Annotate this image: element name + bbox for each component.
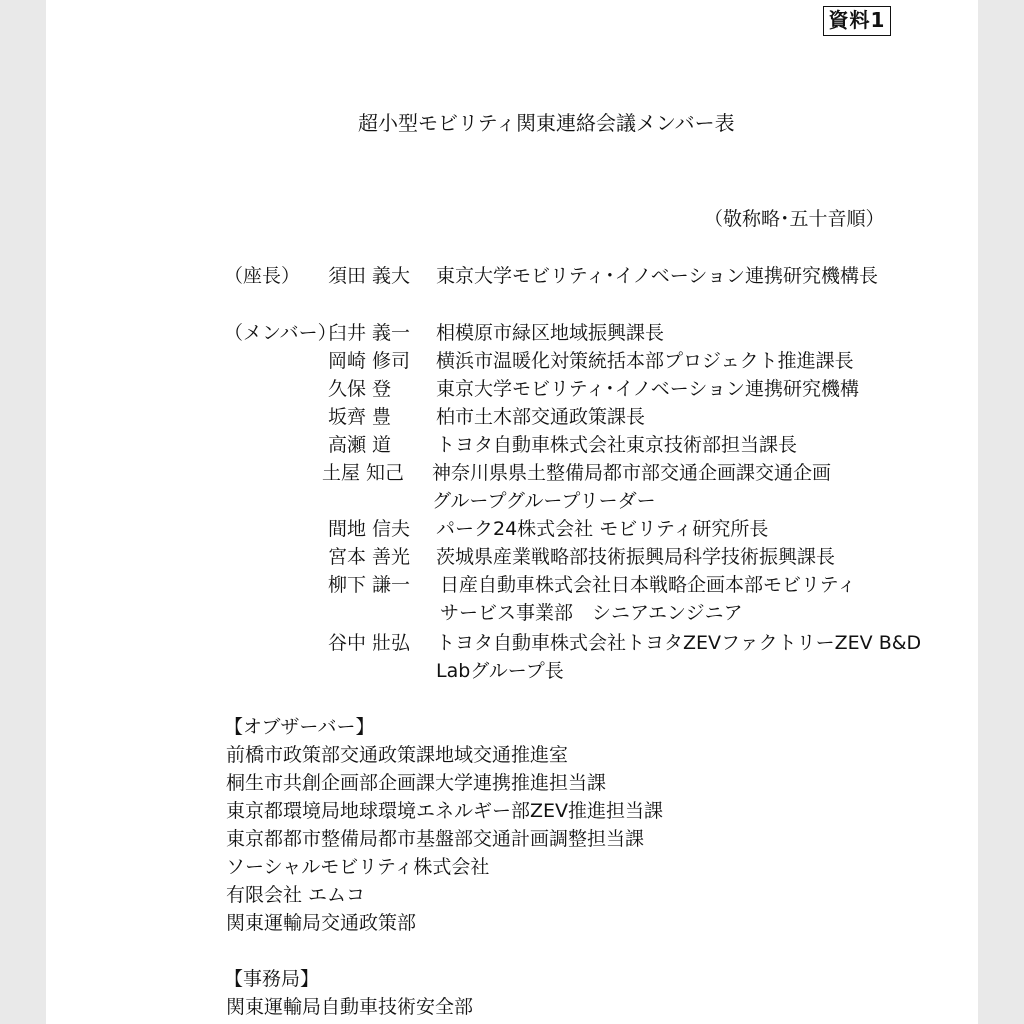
member-organization: 日産自動車株式会社日本戦略企画本部モビリティ <box>440 574 857 596</box>
observer-item: 東京都都市整備局都市基盤部交通計画調整担当課 <box>226 828 645 850</box>
chair-organization: 東京大学モビリティ･イノベーション連携研究機構長 <box>436 265 878 287</box>
document-label-box: 資料1 <box>823 6 891 36</box>
observer-item: 関東運輸局交通政策部 <box>226 912 417 934</box>
member-name: 高瀬 道 <box>328 434 392 456</box>
member-organization: 茨城県産業戦略部技術振興局科学技術振興課長 <box>436 546 836 568</box>
document-title: 超小型モビリティ関東連絡会議メンバー表 <box>358 111 735 135</box>
member-organization: トヨタ自動車株式会社東京技術部担当課長 <box>436 434 798 456</box>
observer-item: 桐生市共創企画部企画課大学連携推進担当課 <box>226 772 607 794</box>
secretariat-item: 関東運輸局自動車技術安全部 <box>226 996 474 1018</box>
document-page <box>46 0 978 1024</box>
honorific-note: （敬称略･五十音順） <box>704 208 885 230</box>
member-organization: 東京大学モビリティ･イノベーション連携研究機構 <box>436 378 859 400</box>
observer-item: 有限会社 エムコ <box>226 884 366 906</box>
member-organization: 神奈川県県土整備局都市部交通企画課交通企画 <box>432 462 832 484</box>
member-name: 岡崎 修司 <box>328 350 411 372</box>
member-name: 坂齊 豊 <box>328 406 392 428</box>
secretariat-heading: 【事務局】 <box>224 968 320 990</box>
member-organization: パーク24株式会社 モビリティ研究所長 <box>436 518 769 540</box>
member-name: 宮本 善光 <box>328 546 411 568</box>
chair-role-label: （座長） <box>224 265 301 287</box>
chair-name: 須田 義大 <box>328 265 411 287</box>
member-name: 臼井 義一 <box>328 322 411 344</box>
member-name: 間地 信夫 <box>328 518 411 540</box>
member-organization: 柏市土木部交通政策課長 <box>436 406 646 428</box>
member-organization-continued: サービス事業部 シニアエンジニア <box>440 602 743 624</box>
observer-item: 東京都環境局地球環境エネルギー部ZEV推進担当課 <box>226 800 664 822</box>
member-organization: 相模原市緑区地域振興課長 <box>436 322 665 344</box>
members-role-label: （メンバー） <box>224 322 337 344</box>
member-organization: トヨタ自動車株式会社トヨタZEVファクトリーZEV B&D <box>436 632 922 654</box>
member-organization-continued: グループグループリーダー <box>432 490 656 512</box>
member-name: 土屋 知己 <box>322 462 405 484</box>
observer-item: ソーシャルモビリティ株式会社 <box>226 856 490 878</box>
member-name: 久保 登 <box>328 378 392 400</box>
member-name: 谷中 壯弘 <box>328 632 411 654</box>
observers-heading: 【オブザーバー】 <box>224 716 375 738</box>
member-organization: 横浜市温暖化対策統括本部プロジェクト推進課長 <box>436 350 854 372</box>
observer-item: 前橋市政策部交通政策課地域交通推進室 <box>226 744 569 766</box>
member-organization-continued: Labグループ長 <box>436 660 564 682</box>
member-name: 柳下 謙一 <box>328 574 411 596</box>
